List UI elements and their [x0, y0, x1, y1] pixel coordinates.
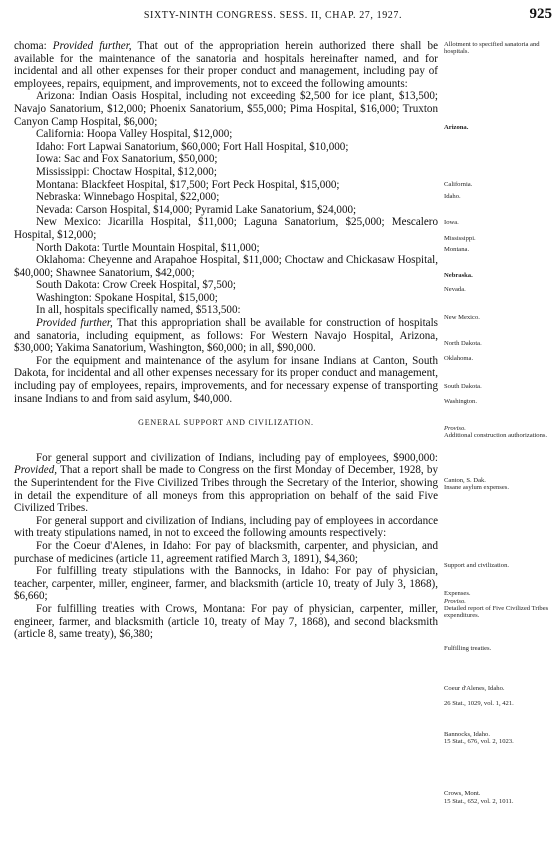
running-title: SIXTY-NINTH CONGRESS. SESS. II, CHAP. 27, 1927. — [143, 10, 403, 21]
page-header — [14, 6, 552, 28]
margin-note-nebraska: Nebraska. — [444, 272, 473, 279]
paragraph-iowa: Iowa: Sac and Fox Sanatorium, $50,000; — [36, 153, 218, 166]
paragraph-proviso: Provided further, That this appropriation shall be available for construction of hospitals and sanatoria, including equipment, as follows: For Western Navajo Hospital, Arizona, $30,000; Yakima Sanatorium, Washington, $60,000; in all, $90,000. — [14, 317, 438, 355]
paragraph-idaho: Idaho: Fort Lapwai Sanatorium, $60,000; Fort Hall Hospital, $10,000; — [36, 140, 349, 153]
page-number: 925 — [529, 6, 552, 22]
paragraph-treaties: For general support and civilization of Indians, including pay of employees in accordance with treaty stipulations named, in not to exceed the following amounts respectively: — [14, 514, 438, 540]
main-text — [14, 40, 438, 641]
margin-note-expenses: Expenses. — [444, 590, 471, 597]
margin-note-support: Support and civilization. — [444, 562, 510, 569]
paragraph-nebraska: Nebraska: Winnebago Hospital, $22,000; — [36, 191, 220, 204]
margin-note-fulfilling-treaties: Fulfilling treaties. — [444, 645, 492, 652]
paragraph-arizona: Arizona: Indian Oasis Hospital, including not exceeding $2,500 for ice plant, $13,500; Navajo Sanatorium, $12,000; Phoenix Sanatorium, $55,000; Pima Hospital, $16,000; Truxton Canyon Camp Hospital, $6,000; — [14, 90, 438, 128]
margin-note-citation-2: 15 Stat., 676, vol. 2, 1023. — [444, 738, 514, 745]
paragraph-north-dakota: North Dakota: Turtle Mountain Hospital, $11,000; — [36, 241, 260, 254]
margin-note-allotment: Allotment to specified sanatoria and hospitals. — [444, 41, 540, 56]
paragraph-support: For general support and civilization of Indians, including pay of employees, $900,000: Provided, That a report shall be made to Congress on the first Monday of December, 1928, by the Superintendent for the Five Civilized Tribes through the Secretary of the Interior, showing in detail the expenditure of all moneys from this appropriation on behalf of the said Five Civilized Tribes. — [14, 451, 438, 515]
section-heading: GENERAL SUPPORT AND CIVILIZATION. — [138, 418, 314, 428]
margin-note-insane-asylum: Insane asylum expenses. — [444, 484, 510, 491]
paragraph-bannocks: For fulfilling treaty stipulations with the Bannocks, in Idaho: For pay of physician, teacher, carpenter, miller, engineer, farmer, and blacksmith (article 10, treaty of July 3, 1868), $6,660; — [14, 565, 438, 603]
margin-note-north-dakota: North Dakota. — [444, 340, 482, 347]
paragraph-montana: Montana: Blackfeet Hospital, $17,500; Fort Peck Hospital, $15,000; — [36, 178, 340, 191]
margin-note-citation-3: 15 Stat., 652, vol. 2, 1011. — [444, 798, 514, 805]
margin-note-proviso-2: Proviso. — [444, 598, 466, 605]
paragraph-south-dakota: South Dakota: Crow Creek Hospital, $7,500; — [36, 279, 236, 292]
paragraph-washington: Washington: Spokane Hospital, $15,000; — [36, 291, 218, 304]
paragraph-nevada: Nevada: Carson Hospital, $14,000; Pyramid Lake Sanatorium, $24,000; — [36, 203, 357, 216]
margin-note-proviso: Proviso. — [444, 425, 466, 432]
margin-note-iowa: Iowa. — [444, 219, 459, 226]
margin-note-canton: Canton, S. Dak. — [444, 477, 486, 484]
margin-note-bannocks: Bannocks, Idaho. — [444, 731, 490, 738]
margin-note-arizona: Arizona. — [444, 124, 469, 131]
paragraph-oklahoma: Oklahoma: Cheyenne and Arapahoe Hospital, $11,000; Choctaw and Chickasaw Hospital, $40,000; Shawnee Sanatorium, $42,000; — [14, 254, 438, 279]
margin-note-detailed-report: Detailed report of Five Civilized Tribes expenditures. — [444, 605, 549, 620]
margin-note-idaho: Idaho. — [444, 193, 461, 200]
margin-note-coeur-dalenes: Coeur d'Alenes, Idaho. — [444, 685, 505, 692]
margin-note-additional-construction: Additional construction authorizations. — [444, 432, 548, 439]
margin-note-mississippi: Mississippi. — [444, 235, 476, 242]
margin-note-oklahoma: Oklahoma. — [444, 355, 474, 362]
paragraph-total: In all, hospitals specifically named, $513,500: — [36, 304, 241, 317]
margin-note-south-dakota: South Dakota. — [444, 383, 482, 390]
paragraph-new-mexico: New Mexico: Jicarilla Hospital, $11,000; Laguna Sanatorium, $25,000; Mescalero Hospital, $12,000; — [14, 216, 438, 241]
paragraph-california: California: Hoopa Valley Hospital, $12,000; — [36, 128, 233, 141]
margin-note-new-mexico: New Mexico. — [444, 314, 480, 321]
margin-note-montana: Montana. — [444, 246, 470, 253]
paragraph: choma: Provided further, That out of the appropriation herein authorized there shall be available for the maintenance of the sanatoria and hospitals hereinafter named, and for incidental and all other expenses for their proper conduct and management, including pay of employees, repairs, equipment, and improvements, not to exceed the following amounts: — [14, 40, 438, 90]
margin-note-washington: Washington. — [444, 398, 477, 405]
margin-note-california: California. — [444, 181, 473, 188]
margin-note-nevada: Nevada. — [444, 286, 466, 293]
margin-note-crows: Crows, Mont. — [444, 790, 481, 797]
paragraph-coeur-dalenes: For the Coeur d'Alenes, in Idaho: For pay of blacksmith, carpenter, and physician, and purchase of medicines (article 11, agreement ratified March 3, 1891), $4,360; — [14, 539, 438, 565]
margin-note-citation-1: 26 Stat., 1029, vol. 1, 421. — [444, 700, 514, 707]
paragraph-crows: For fulfilling treaties with Crows, Montana: For pay of physician, carpenter, miller, engineer, farmer, and blacksmith (article 10, treaty of May 7, 1868), and second blacksmith (article 8, same treaty), $6,380; — [14, 602, 438, 641]
paragraph-mississippi: Mississippi: Choctaw Hospital, $12,000; — [36, 165, 217, 178]
paragraph-canton: For the equipment and maintenance of the asylum for insane Indians at Canton, South Dakota, for incidental and all other expenses necessary for its proper conduct and management, including pay of employees, repairs, improvements, and for necessary expense of transporting insane Indians to and from said asylum, $40,000. — [14, 354, 438, 405]
